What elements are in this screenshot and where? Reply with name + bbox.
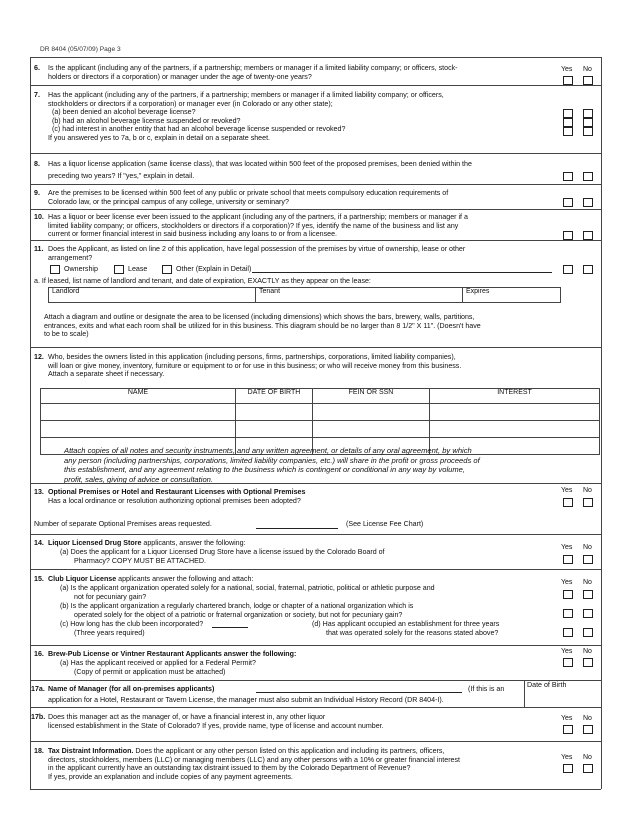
no-checkbox-7a[interactable] (583, 109, 593, 118)
expires-cell[interactable]: Expires (463, 288, 561, 303)
question-d: (d) Has applicant occupied an establishment for three years that was operated solely for the reasons stated above? (312, 620, 500, 637)
yes-label: Yes (561, 579, 573, 586)
question-text: Has a liquor license application (same license class), that was located within 500 feet of the proposed premises, been denied within the preceding two years? If "yes," explain in detail. (48, 160, 472, 180)
areas-requested-line[interactable] (256, 528, 338, 529)
yes-checkbox[interactable] (563, 498, 573, 507)
section-title: Liquor Licensed Drug Store applicants, answer the following: (48, 539, 246, 547)
manager-name-line[interactable] (256, 692, 462, 693)
fein-cell[interactable] (313, 404, 430, 421)
no-checkbox[interactable] (583, 76, 593, 85)
question-number: 12. (34, 353, 44, 361)
question-number: 17b. (31, 713, 46, 721)
instruction-text: Attach a diagram and outline or designate the area to be licensed (including dimensions) which shows the bars, brewery, walls, partitions, entrances, exits and what each room shall be utilized for in this business. This diagram should be no larger than 8 1/2" X 11". (Doesn't have to be to scale) (44, 313, 481, 339)
no-label: No (583, 754, 592, 761)
question-c: (c) How long has the club been incorporated? (Three years required) (60, 620, 204, 637)
section-title: Optional Premises or Hotel and Restaurant Licenses with Optional Premises (48, 488, 306, 496)
name-cell[interactable] (41, 421, 236, 438)
question-9 (30, 184, 601, 210)
yes-label: Yes (561, 715, 573, 722)
lease-table (48, 287, 561, 303)
yes-checkbox-7c[interactable] (563, 127, 573, 136)
question-12 (30, 347, 601, 484)
question-number: 17a. (31, 685, 45, 693)
yes-checkbox[interactable] (563, 658, 573, 667)
yes-label: Yes (561, 754, 573, 761)
yes-label: Yes (561, 487, 573, 494)
no-label: No (583, 648, 592, 655)
fein-cell[interactable] (313, 421, 430, 438)
interest-cell[interactable] (430, 421, 600, 438)
question-text: application for a Hotel, Restaurant or Tavern License, the manager must also submit an Individual History Record (DR 8404-I). (48, 696, 444, 704)
yes-checkbox[interactable] (563, 764, 573, 773)
yes-checkbox[interactable] (563, 555, 573, 564)
question-number: 16. (34, 650, 44, 658)
section-title: Club Liquor License applicants answer the following and attach: (48, 575, 254, 583)
no-checkbox[interactable] (583, 231, 593, 240)
interest-cell[interactable] (430, 404, 600, 421)
yes-checkbox[interactable] (563, 76, 573, 85)
name-cell[interactable] (41, 404, 236, 421)
yes-label: Yes (561, 648, 573, 655)
col-name: NAME (41, 389, 236, 404)
right-rule (601, 57, 602, 789)
question-number: 10. (34, 213, 44, 221)
no-label: No (583, 579, 592, 586)
question-number: 6. (34, 64, 40, 72)
question-text: (a) Has the applicant received or applied for a Federal Permit? (Copy of permit or application must be attached) (60, 659, 256, 676)
yes-checkbox-7a[interactable] (563, 109, 573, 118)
question-text: Does the Applicant, as listed on line 2 of this application, have legal possession of the premises by virtue of ownership, lease or other arrangement? (48, 245, 466, 262)
table-row (41, 404, 600, 421)
no-label: No (583, 544, 592, 551)
question-number: 11. (34, 245, 44, 253)
no-checkbox[interactable] (583, 498, 593, 507)
question-number: 14. (34, 539, 44, 547)
diagram-instructions (30, 313, 601, 348)
col-interest: INTEREST (430, 389, 600, 404)
lease-checkbox[interactable] (114, 265, 124, 274)
yes-checkbox[interactable] (563, 265, 573, 274)
question-text: Who, besides the owners listed in this application (including persons, firms, partnerships, corporations, limited liability companies), will loan or give money, inventory, furniture or equipment to or for use in this business; or who will receive money from this business. Attach a separate sheet if necessary. (48, 353, 462, 379)
yes-checkbox-7b[interactable] (563, 118, 573, 127)
question-text: Has the applicant (including any of the partners, if a partnership; members or manager if a limited liability company; or officers, stockholders or directors if a corporation) or manager ever (in Colorado or any other state); (a) been denied an alcohol beverage license? (b) had an alcohol beverage license suspended or revoked? (c) had interest in another entity that had an alcohol beverage license suspended or revoked? If you answered yes to 7a, b or c, explain in detail on a separate sheet. (48, 91, 444, 142)
yes-checkbox-15a[interactable] (563, 590, 573, 599)
no-checkbox[interactable] (583, 555, 593, 564)
question-10 (30, 209, 601, 241)
question-text: Are the premises to be licensed within 500 feet of any public or private school that meets compulsory education requirements of Colorado law, or the principal campus of any college, university or seminary? (48, 189, 449, 206)
no-label: No (583, 487, 592, 494)
question-number: 15. (34, 575, 44, 583)
question-14 (30, 534, 601, 570)
question-number: 7. (34, 91, 40, 99)
question-17a (30, 680, 601, 708)
notes-instruction: Attach copies of all notes and security instruments, and any written agreement, or details of any oral agreement, by which any person (including partnerships, corporations, limited liability companies, etc.) will share in the profit or gross proceeds of this establishment, and any agreement relating to the business which is contingent or conditional in any way by volume, profit, sales, giving of advice or consultation. (64, 446, 480, 484)
form-header: DR 8404 (05/07/09) Page 3 (40, 46, 121, 53)
other-checkbox[interactable] (162, 265, 172, 274)
section-title: Brew-Pub License or Vintner Restaurant Applicants answer the following: (48, 650, 297, 658)
date-of-birth-label: Date of Birth (527, 681, 567, 689)
areas-requested-label: Number of separate Optional Premises areas requested. (34, 520, 212, 528)
question-16 (30, 645, 601, 681)
ownership-label: Ownership (64, 265, 98, 273)
question-17b (30, 707, 601, 742)
lease-label: Lease (128, 265, 148, 273)
no-checkbox-7c[interactable] (583, 127, 593, 136)
yes-checkbox[interactable] (563, 198, 573, 207)
question-number: 18. (34, 747, 44, 755)
question-number: 9. (34, 189, 40, 197)
yes-checkbox[interactable] (563, 231, 573, 240)
no-checkbox[interactable] (583, 198, 593, 207)
yes-checkbox[interactable] (563, 725, 573, 734)
no-checkbox[interactable] (583, 658, 593, 667)
question-text: Has a liquor or beer license ever been issued to the applicant (including any of the partners, if a partnership; members or manager if a limited liability company; or officers, stockholders or directors if a corporation)? If yes, identify the name of the business and list any current or former financial interest in said business including any loans to or from a licensee. (48, 213, 468, 239)
question-b: (b) Is the applicant organization a regularly chartered branch, lodge or chapter of a national organization which is operated solely for the object of a patriotic or fraternal organization or society, but not for pecuniary gain? (60, 602, 414, 619)
yes-label: Yes (561, 544, 573, 551)
dob-cell[interactable] (236, 421, 313, 438)
tenant-cell[interactable]: Tenant (256, 288, 463, 303)
question-18 (30, 741, 601, 790)
lender-table (40, 388, 600, 455)
no-checkbox[interactable] (583, 265, 593, 274)
no-checkbox-7b[interactable] (583, 118, 593, 127)
no-checkbox-15d[interactable] (583, 628, 593, 637)
question-13 (30, 483, 601, 536)
if-this-text: (If this is an (468, 685, 505, 693)
fee-chart-note: (See License Fee Chart) (346, 520, 424, 528)
question-6 (30, 57, 601, 86)
question-15 (30, 569, 601, 646)
question-text: Tax Distraint Information. Does the applicant or any other person listed on this application and including its partners, officers, directors, stockholders, members (LLC) or managing members (LLC) and any other persons with a 10% or greater financial interest in the applicant currently have an outstanding tax distraint issued to them by the Colorado Department of Revenue? If yes, provide an explanation and include copies of any payment agreements. (48, 747, 461, 781)
no-checkbox[interactable] (583, 764, 593, 773)
yes-checkbox-15b[interactable] (563, 609, 573, 618)
col-dob: DATE OF BIRTH (236, 389, 313, 404)
question-a: (a) Is the applicant organization operated solely for a national, social, fraternal, patriotic, political or athletic purpose and not for pecuniary gain? (60, 584, 435, 601)
no-checkbox-15b[interactable] (583, 609, 593, 618)
lease-instruction: a. If leased, list name of landlord and tenant, and date of expiration, EXACTLY as they appear on the lease: (34, 277, 371, 285)
incorporated-line[interactable] (212, 627, 248, 628)
no-checkbox[interactable] (583, 172, 593, 181)
no-checkbox[interactable] (583, 725, 593, 734)
yes-checkbox[interactable] (563, 172, 573, 181)
left-rule (30, 57, 31, 789)
yes-checkbox-15d[interactable] (563, 628, 573, 637)
question-8 (30, 153, 601, 185)
yes-label: Yes (561, 66, 573, 73)
question-text: Does this manager act as the manager of, or have a financial interest in, any other liquor licensed establishment in the State of Colorado? If yes, provide name, type of license and account number. (48, 713, 384, 730)
dob-cell[interactable] (236, 404, 313, 421)
no-label: No (583, 66, 592, 73)
other-label: Other (Explain in Detail) (176, 265, 252, 273)
no-label: No (583, 715, 592, 722)
question-11 (30, 240, 601, 305)
other-explain-line[interactable] (252, 272, 552, 273)
bottom-rule (30, 789, 601, 790)
ownership-checkbox[interactable] (50, 265, 60, 274)
no-checkbox-15a[interactable] (583, 590, 593, 599)
question-number: 13. (34, 488, 44, 496)
landlord-cell[interactable]: Landlord (49, 288, 256, 303)
question-text: Is the applicant (including any of the partners, if a partnership; members or manager if a limited liability company; or officers, stock- holders or directors if a corporation) or manager under the age of twenty-one years? (48, 64, 458, 81)
question-number: 8. (34, 160, 40, 168)
col-fein: FEIN OR SSN (313, 389, 430, 404)
question-text: Has a local ordinance or resolution authorizing optional premises been adopted? (48, 497, 301, 505)
date-of-birth-box[interactable] (524, 681, 602, 708)
question-7 (30, 85, 601, 154)
section-title: Name of Manager (for all on-premises applicants) (48, 685, 215, 693)
question-text: (a) Does the applicant for a Liquor Licensed Drug Store have a license issued by the Colorado Board of Pharmacy? COPY MUST BE ATTACHED. (60, 548, 385, 565)
table-row (41, 421, 600, 438)
